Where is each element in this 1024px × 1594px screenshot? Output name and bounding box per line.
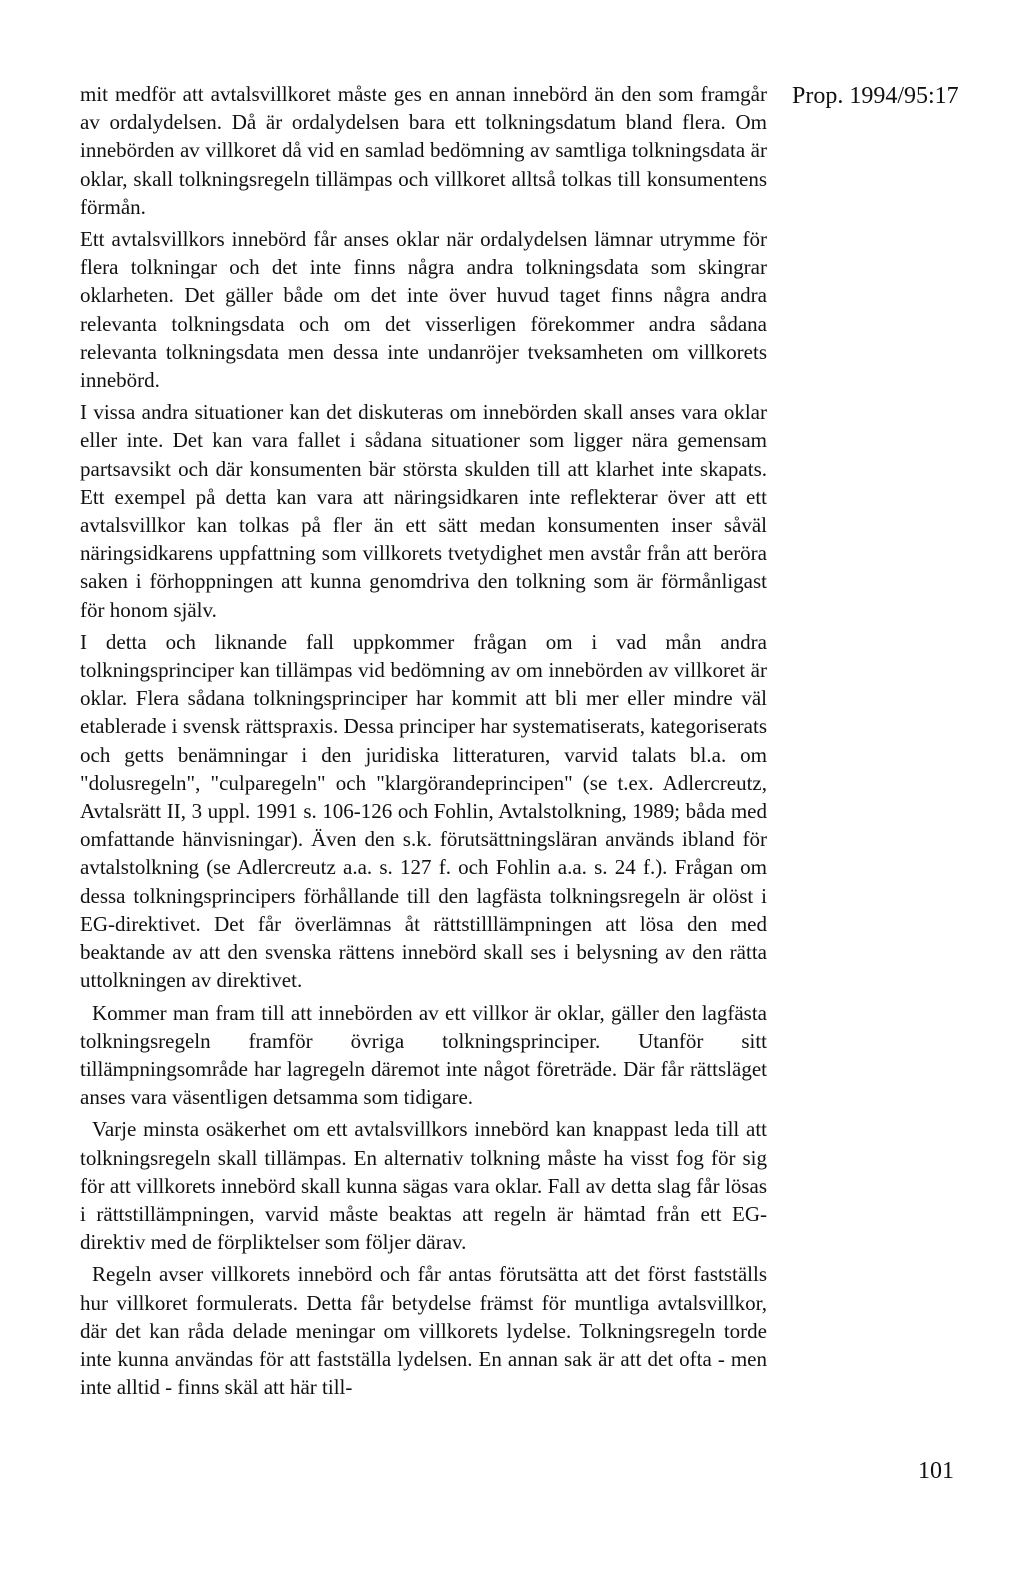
paragraph: Varje minsta osäkerhet om ett avtalsvillkors innebörd kan knappast leda till att tolkningsregeln skall tillämpas. En alternativ tolkning måste ha visst fog för sig för att villkorets innebörd skall kunna sägas vara oklar. Fall av detta slag får lösas i rättstillämpningen, varvid måste beaktas att regeln är hämtad från ett EG-direktiv med de förpliktelser som följer därav.	[80, 1117, 767, 1255]
paragraph: Regeln avser villkorets innebörd och får antas förutsätta att det först fastställs hur villkoret formulerats. Detta får betydelse främst för muntliga avtalsvillkor, där det kan råda delade meningar om villkorets lydelse. Tolkningsregeln torde inte kunna användas för att fastställa lydelsen. En annan sak är att det ofta - men inte alltid - finns skäl att här till-	[80, 1262, 767, 1400]
proposition-reference: Prop. 1994/95:17	[792, 83, 959, 109]
paragraph: I vissa andra situationer kan det diskuteras om innebörden skall anses vara oklar eller inte. Det kan vara fallet i sådana situationer som ligger nära gemensam partsavsikt och där konsumenten bär största skulden till att klarhet inte skapats. Ett exempel på detta kan vara att näringsidkaren inte reflekterar över att ett avtalsvillkor kan tolkas på fler än ett sätt medan konsumenten inser såväl näringsidkarens uppfattning som villkorets tvetydighet men avstår från att beröra saken i förhoppningen att kunna genomdriva den tolkning som är förmånligast för honom själv.	[80, 400, 767, 622]
paragraph: mit medför att avtalsvillkoret måste ges en annan innebörd än den som framgår av ordalydelsen. Då är ordalydelsen bara ett tolkningsdatum bland flera. Om innebörden av villkoret då vid en samlad bedömning av samtliga tolkningsdata är oklar, skall tolkningsregeln tillämpas och villkoret alltså tolkas till konsumentens förmån.	[80, 82, 767, 219]
page-number: 101	[918, 1458, 954, 1484]
paragraph: Ett avtalsvillkors innebörd får anses oklar när ordalydelsen lämnar utrymme för flera tolkningar och det inte finns några andra tolkningsdata som skingrar oklarheten. Det gäller både om det inte över huvud taget finns några andra relevanta tolkningsdata och om det visserligen förekommer andra sådana relevanta tolkningsdata men dessa inte undanröjer tveksamheten om villkorets innebörd.	[80, 227, 767, 393]
body-text	[80, 80, 767, 1401]
paragraph: Kommer man fram till att innebörden av ett villkor är oklar, gäller den lagfästa tolkningsregeln framför övriga tolkningsprinciper. Utanför sitt tillämpningsområde har lagregeln däremot inte något företräde. Där får rättsläget anses vara väsentligen detsamma som tidigare.	[80, 1000, 767, 1110]
paragraph: I detta och liknande fall uppkommer frågan om i vad mån andra tolkningsprinciper kan tillämpas vid bedömning av om innebörden av villkoret är oklar. Flera sådana tolkningsprinciper har kommit att bli mer eller mindre väl etablerade i svensk rättspraxis. Dessa principer har systematiserats, kategoriserats och getts benämningar i den juridiska litteraturen, varvid talats bl.a. om "dolusregeln", "culparegeln" och "klargörandeprincipen" (se t.ex. Adlercreutz, Avtalsrätt II, 3 uppl. 1991 s. 106-126 och Fohlin, Avtalstolkning, 1989; båda med omfattande hänvisningar). Även den s.k. förutsättningsläran används ibland för avtalstolkning (se Adlercreutz a.a. s. 127 f. och Fohlin a.a. s. 24 f.). Frågan om dessa tolkningsprincipers förhållande till den lagfästa tolkningsregeln är olöst i EG-direktivet. Det får överlämnas åt rättstilllämpningen att lösa den med beaktande av att den svenska rättens innebörd skall ses i belysning av den rätta uttolkningen av direktivet.	[80, 629, 767, 993]
